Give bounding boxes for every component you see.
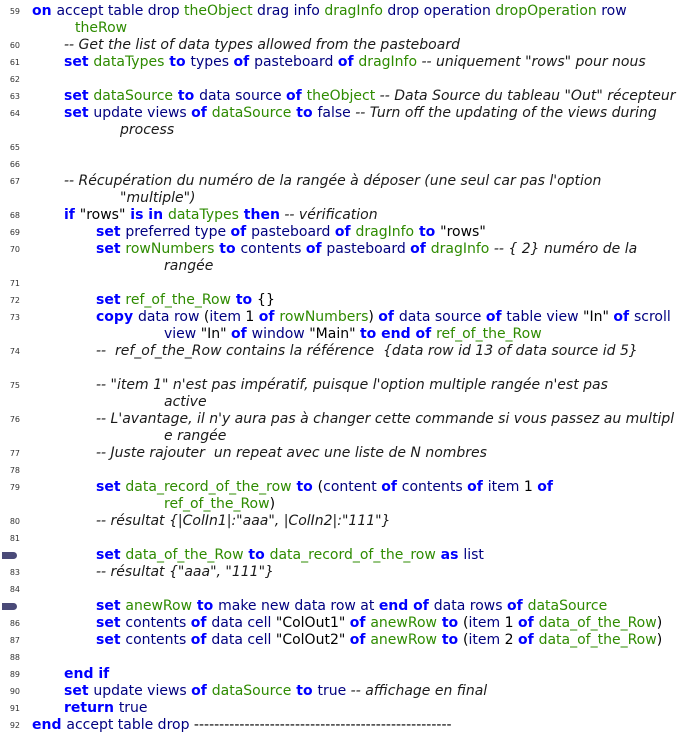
code-text: [96, 598, 607, 615]
breakpoint-marker-icon[interactable]: [2, 603, 17, 610]
code-line[interactable]: [0, 54, 683, 71]
code-text: [96, 445, 487, 462]
code-text: [96, 479, 553, 496]
code-token: "multiple"): [120, 190, 196, 206]
code-token: end: [32, 717, 67, 733]
code-text: [96, 632, 662, 649]
code-token: dataTypes: [93, 54, 165, 70]
code-token: to: [436, 632, 464, 648]
code-token: to: [436, 615, 464, 631]
code-token: rowNumbers: [125, 241, 215, 257]
code-token: end of: [378, 598, 434, 614]
line-number: 66: [9, 160, 20, 169]
code-token: -- résultat {"aaa", "111"}: [96, 564, 274, 580]
code-token: pasteboard: [326, 241, 411, 257]
code-token: active: [164, 394, 207, 410]
code-token: -- Turn off the updating of the views during: [350, 105, 657, 121]
code-token: 1: [245, 309, 259, 325]
breakpoint-marker-icon[interactable]: [2, 552, 17, 559]
code-line[interactable]: [0, 615, 683, 632]
code-token: -- Juste rajouter un repeat avec une liste de N nombres: [96, 445, 487, 461]
code-token: copy: [96, 309, 138, 325]
code-token: make new data row at: [218, 598, 379, 614]
code-token: ): [368, 309, 379, 325]
code-token: -- uniquement "rows" pour nous: [417, 54, 646, 70]
code-text: [32, 717, 452, 734]
code-token: scroll: [633, 309, 671, 325]
code-token: process: [120, 122, 175, 138]
code-token: set: [96, 241, 126, 257]
code-line[interactable]: [0, 581, 683, 598]
line-number: 91: [9, 704, 20, 713]
code-token: of: [190, 615, 212, 631]
code-token: ): [656, 632, 663, 648]
code-token: data_of_the_Row: [125, 547, 244, 563]
code-token: theObject: [184, 3, 253, 19]
code-text: [64, 207, 378, 224]
code-token: -- Récupération du numéro de la rangée à déposer (une seul car pas l'option: [64, 173, 602, 189]
code-token: dragInfo: [324, 3, 383, 19]
code-text: [96, 292, 275, 309]
code-text: [96, 343, 638, 360]
code-text: [64, 666, 109, 683]
code-token: accept table drop: [56, 3, 185, 19]
code-text: [164, 326, 542, 343]
code-token: dragInfo: [358, 54, 418, 70]
code-text: [64, 173, 601, 190]
code-token: dataSource: [211, 683, 292, 699]
code-token: of: [537, 479, 553, 495]
line-number: 79: [9, 483, 20, 492]
code-line[interactable]: [0, 428, 683, 445]
code-token: set: [96, 292, 126, 308]
code-token: set: [64, 88, 94, 104]
code-token: to: [414, 224, 441, 240]
code-token: "ColOut1": [275, 615, 350, 631]
code-text: [64, 700, 148, 717]
code-line[interactable]: [0, 360, 683, 377]
code-token: of: [349, 615, 371, 631]
code-token: of: [613, 309, 634, 325]
code-token: of: [190, 632, 212, 648]
code-token: end if: [64, 666, 110, 682]
code-line[interactable]: [0, 411, 683, 428]
code-line[interactable]: [0, 3, 683, 20]
code-token: item: [209, 309, 246, 325]
code-text: [164, 258, 213, 275]
code-line[interactable]: [0, 666, 683, 683]
code-line[interactable]: [0, 377, 683, 394]
code-line[interactable]: [0, 292, 683, 309]
code-line[interactable]: [0, 71, 683, 88]
code-line[interactable]: [0, 632, 683, 649]
code-line[interactable]: [0, 530, 683, 547]
code-token: item: [468, 632, 505, 648]
code-token: theObject: [306, 88, 376, 104]
code-token: to: [230, 292, 258, 308]
code-token: on: [32, 3, 57, 19]
code-line[interactable]: [0, 241, 683, 258]
code-token: is in: [125, 207, 168, 223]
code-line[interactable]: [0, 462, 683, 479]
code-token: item: [487, 479, 524, 495]
line-number: 74: [9, 347, 20, 356]
code-token: -- Data Source du tableau "Out" récepteur: [375, 88, 676, 104]
line-number: 69: [9, 228, 20, 237]
code-token: preferred type: [125, 224, 231, 240]
code-token: true: [317, 683, 347, 699]
code-token: item: [468, 615, 505, 631]
line-number: 67: [9, 177, 20, 186]
code-token: set: [64, 683, 94, 699]
code-token: ref_of_the_Row: [164, 496, 270, 512]
code-token: contents: [401, 479, 468, 495]
line-number: 80: [9, 517, 20, 526]
code-token: set: [96, 598, 126, 614]
code-token: data row: [137, 309, 204, 325]
code-text: [64, 105, 657, 122]
code-line[interactable]: [0, 105, 683, 122]
line-number: 86: [9, 619, 20, 628]
code-token: set: [96, 479, 126, 495]
code-token: contents: [125, 632, 191, 648]
code-token: dataSource: [211, 105, 292, 121]
code-token: rowNumbers: [279, 309, 369, 325]
code-token: dragInfo: [355, 224, 415, 240]
code-text: [96, 513, 391, 530]
code-token: of: [506, 598, 528, 614]
line-number: 63: [9, 92, 20, 101]
line-number: 72: [9, 296, 20, 305]
code-token: "rows": [79, 207, 126, 223]
code-line[interactable]: [0, 122, 683, 139]
code-token: of: [258, 309, 280, 325]
code-token: view: [164, 326, 201, 342]
code-token: to end of: [359, 326, 437, 342]
code-token: of: [337, 54, 359, 70]
line-number: 60: [9, 41, 20, 50]
code-text: [64, 88, 676, 105]
code-token: row: [596, 3, 627, 19]
code-token: of: [230, 224, 252, 240]
code-token: set: [96, 615, 126, 631]
code-token: to: [164, 54, 191, 70]
code-text: [164, 496, 275, 513]
code-token: anewRow: [370, 615, 437, 631]
code-token: "In": [200, 326, 232, 342]
code-line[interactable]: [0, 445, 683, 462]
code-token: of: [334, 224, 356, 240]
code-line[interactable]: [0, 343, 683, 360]
code-token: rangée: [164, 258, 214, 274]
code-line[interactable]: [0, 564, 683, 581]
line-number: 68: [9, 211, 20, 220]
code-line[interactable]: [0, 326, 683, 343]
code-token: to: [291, 479, 318, 495]
code-token: data_record_of_the_row: [125, 479, 292, 495]
code-token: ): [269, 496, 276, 512]
code-text: [120, 122, 174, 139]
code-line[interactable]: [0, 683, 683, 700]
code-token: "ColOut2": [275, 632, 350, 648]
code-token: set: [96, 224, 126, 240]
code-token: -- Get the list of data types allowed from the pasteboard: [64, 37, 460, 53]
code-line[interactable]: [0, 207, 683, 224]
code-token: window: [251, 326, 310, 342]
code-text: [96, 547, 484, 564]
line-number: 87: [9, 636, 20, 645]
code-token: (: [317, 479, 324, 495]
code-token: of: [349, 632, 371, 648]
line-number: 88: [9, 653, 20, 662]
code-token: -- résultat {|ColIn1|:"aaa", |ColIn2|:"111"}: [96, 513, 391, 529]
code-line[interactable]: [0, 513, 683, 530]
code-token: of: [286, 88, 307, 104]
code-token: if: [64, 207, 80, 223]
code-token: data source: [199, 88, 287, 104]
code-token: update views: [93, 105, 192, 121]
code-line[interactable]: [0, 224, 683, 241]
code-line[interactable]: [0, 156, 683, 173]
code-token: dragInfo: [430, 241, 490, 257]
code-token: data_record_of_the_row: [269, 547, 436, 563]
code-token: data source: [398, 309, 486, 325]
code-line[interactable]: [0, 394, 683, 411]
code-token: set: [64, 54, 94, 70]
code-token: contents: [240, 241, 306, 257]
code-token: (: [463, 615, 469, 631]
code-token: drag info: [252, 3, 325, 19]
code-token: of: [485, 309, 507, 325]
code-token: (: [203, 309, 210, 325]
line-number: 81: [9, 534, 20, 543]
code-token: {}: [257, 292, 275, 308]
code-token: set: [64, 105, 94, 121]
line-number: 89: [9, 670, 20, 679]
line-number: 76: [9, 415, 20, 424]
code-line[interactable]: [0, 37, 683, 54]
code-token: of: [517, 615, 539, 631]
code-token: list: [463, 547, 484, 563]
code-token: to: [291, 105, 318, 121]
line-number: 71: [9, 279, 20, 288]
code-token: then: [238, 207, 280, 223]
code-line[interactable]: [0, 88, 683, 105]
code-token: 1: [504, 615, 518, 631]
code-text: [164, 428, 226, 445]
code-line[interactable]: [0, 258, 683, 275]
code-line[interactable]: [0, 190, 683, 207]
code-token: contents: [125, 615, 191, 631]
code-token: dropOperation: [495, 3, 597, 19]
code-text: [96, 241, 637, 258]
code-line[interactable]: [0, 547, 683, 564]
code-token: 1: [523, 479, 538, 495]
code-token: of: [410, 241, 431, 257]
code-token: of: [191, 683, 212, 699]
code-line[interactable]: [0, 598, 683, 615]
code-token: pasteboard: [251, 224, 335, 240]
code-token: ---------------------------------------------------: [193, 717, 452, 733]
code-token: of: [231, 326, 252, 342]
code-token: data_of_the_Row: [538, 632, 657, 648]
code-text: [64, 54, 646, 71]
code-text: [32, 3, 627, 20]
code-token: 2: [504, 632, 518, 648]
code-token: types: [190, 54, 234, 70]
code-token: -- "item 1" n'est pas impératif, puisque l'option multiple rangée n'est pas: [96, 377, 608, 393]
code-token: to: [214, 241, 241, 257]
code-token: dataTypes: [167, 207, 239, 223]
code-token: ): [656, 615, 663, 631]
code-text: [64, 37, 460, 54]
code-text: [120, 190, 196, 207]
code-token: of: [378, 309, 399, 325]
code-token: -- L'avantage, il n'y aura pas à changer cette commande si vous passez au multipl: [96, 411, 675, 427]
line-number: 84: [9, 585, 20, 594]
code-token: e rangée: [164, 428, 227, 444]
line-number: 65: [9, 143, 20, 152]
code-line[interactable]: [0, 275, 683, 292]
code-line[interactable]: [0, 139, 683, 156]
code-token: of: [191, 105, 212, 121]
line-number: 59: [9, 7, 20, 16]
code-token: (: [463, 632, 469, 648]
line-number: 78: [9, 466, 20, 475]
code-token: of: [467, 479, 488, 495]
line-number: 75: [9, 381, 20, 390]
code-line[interactable]: [0, 20, 683, 37]
code-text: [75, 20, 127, 37]
line-number: 90: [9, 687, 20, 696]
code-token: -- vérification: [279, 207, 378, 223]
code-token: "rows": [440, 224, 486, 240]
line-number: 77: [9, 449, 20, 458]
code-token: as: [435, 547, 464, 563]
line-number: 83: [9, 568, 20, 577]
code-token: table view: [506, 309, 584, 325]
code-token: of: [233, 54, 255, 70]
code-text: [96, 224, 486, 241]
line-number: 62: [9, 75, 20, 84]
code-token: -- affichage en final: [346, 683, 488, 699]
code-token: ref_of_the_Row: [436, 326, 542, 342]
code-text: [96, 377, 608, 394]
code-token: theRow: [75, 20, 128, 36]
code-token: "In": [583, 309, 614, 325]
code-text: [96, 411, 674, 428]
code-token: to: [173, 88, 200, 104]
code-token: -- { 2} numéro de la: [489, 241, 638, 257]
code-line[interactable]: [0, 173, 683, 190]
code-token: content: [323, 479, 382, 495]
code-text: [64, 683, 487, 700]
code-token: to: [192, 598, 219, 614]
code-line[interactable]: [0, 649, 683, 666]
code-token: of: [517, 632, 539, 648]
code-line[interactable]: [0, 479, 683, 496]
code-token: to: [243, 547, 270, 563]
code-line[interactable]: [0, 717, 683, 734]
line-number: 92: [9, 721, 20, 730]
code-token: data cell: [211, 615, 276, 631]
code-line[interactable]: [0, 700, 683, 717]
line-number: 64: [9, 109, 20, 118]
code-token: data rows: [433, 598, 507, 614]
code-line[interactable]: [0, 496, 683, 513]
code-token: data_of_the_Row: [538, 615, 657, 631]
code-token: true: [118, 700, 148, 716]
code-token: anewRow: [125, 598, 193, 614]
code-text: [96, 309, 671, 326]
code-token: set: [96, 547, 126, 563]
code-token: anewRow: [370, 632, 437, 648]
code-text: [96, 564, 274, 581]
code-token: of: [305, 241, 327, 257]
code-token: data cell: [211, 632, 276, 648]
code-token: return: [64, 700, 119, 716]
code-token: set: [96, 632, 126, 648]
code-text: [96, 615, 662, 632]
code-line[interactable]: [0, 309, 683, 326]
code-token: ref_of_the_Row: [125, 292, 231, 308]
code-token: drop operation: [382, 3, 496, 19]
code-token: false: [317, 105, 351, 121]
line-number: 61: [9, 58, 20, 67]
code-token: "Main": [309, 326, 360, 342]
code-text: [164, 394, 207, 411]
code-token: of: [381, 479, 402, 495]
code-token: -- ref_of_the_Row contains la référence {data row id 13 of data source id 5}: [96, 343, 638, 359]
code-token: to: [291, 683, 318, 699]
code-token: dataSource: [527, 598, 608, 614]
line-number: 73: [9, 313, 20, 322]
code-token: pasteboard: [254, 54, 338, 70]
line-number: 70: [9, 245, 20, 254]
code-token: accept table drop: [66, 717, 194, 733]
code-token: dataSource: [93, 88, 174, 104]
code-token: update views: [93, 683, 192, 699]
